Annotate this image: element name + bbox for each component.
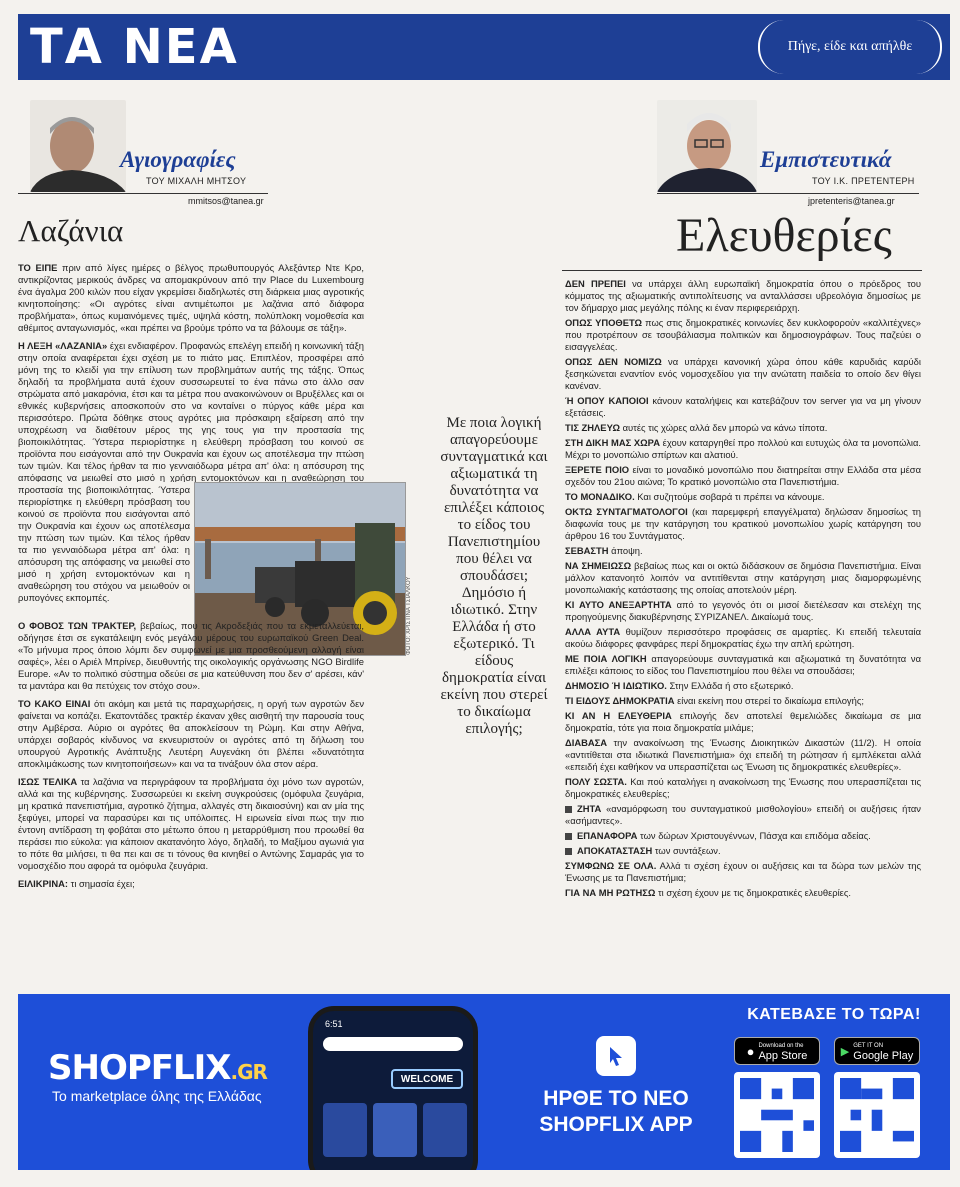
phone-search-bar [323,1037,463,1051]
paragraph-text: βεβαίως, που τις Ακροδεξιάς που τα εκμεταλλεύεται, οδήγησε έτσι σε εγκατάλειψη ενός μεγάλου μέρους του ευρωπαϊκού Green Deal. «Το μήνυμα προς όποιο λόμπι δεν συμφωνεί με μια προσθεούμενη αλλαγή είναι σαφές», λέει ο Αριέλ Μπρίνερ, διευθυντής της οικολογικής οργάνωσης NGO Birdlife Europe. «Αν το πολιτικό σύστημα οδεύει σε μια κατεύθυνση που δεν σ' αρέσει, κάν' τα μαντάρα και θα πετύχεις τον στόχο σου». [18,620,364,691]
paragraph-lead: ΟΠΩΣ ΥΠΟΘΕΤΩ [565,317,643,328]
paragraph-lead: ΤΟ ΕΙΠΕ [18,262,58,273]
paragraph [565,653,921,677]
right-header-rule [657,193,919,194]
paragraph [565,710,921,734]
paragraph-lead: ΝΑ ΣΗΜΕΙΩΣΩ [565,560,632,571]
paragraph [565,695,921,707]
paragraph-text: την ανακοίνωση της Ένωσης Διοικητικών Δικαστών (11/2). Η οποία «αντιτίθεται στα ιδιωτικά Πανεπιστήμια» όχι επειδή τη ρώτησαν ή εμπλέκεται αλλά «επειδή έχει καθήκον να υπερασπίζεται ως Ένωση τις δημοκρατικές ελευθερίες». [565,737,921,772]
paragraph [565,599,921,623]
right-byline: ΤΟΥ Ι.Κ. ΠΡΕΤΕΝΤΕΡΗ [812,176,915,186]
paragraph-text: έχει ενδιαφέρον. Προφανώς επελέγη επειδή η κοινωνική τάξη στην οποία αναφέρεται έχει σχέση με το πιάτο μας. Επιπλέον, προσφέρει από μόνη της το κλειδί για την επίλυση των προβλημάτων αυτής της τάξης. Όπως δηλαδή τα προβλήματα αυτά έχουν συσσωρευτεί το ένα πάνω στο άλλο σαν στρώματα από μακαρόνια, έτσι και τα μέτρα που ανακοινώνουν οι Βρυξέλλες και οι εθνικές κυβερνήσεις αποσκοπούν στο να κονταίνει ο πύργος κάθε μέρα και περισσότερο. Πρώτα δόθηκε στους αγρότες μια πρόσκαιρη εξαίρεση από την υποχρέωση να διαθέτουν μέρος της γης τους για την προστασία της βιοποικιλότητας. Ύστερα περιορίστηκε η ελεύθερη πρόσβαση του κοινού σε προϊόντα που εισάγονται από την Ουκρανία και έχουν ως αποτέλεσμα την πτώση των τιμών. Και τέλος ήρθαν τα πιο γενναιόδωρα μέτρα απ' όλα: η απόσυρση της απόφασης να μειωθεί στο μισό η χρήση εντομοκτόνων και η αναθεώρηση του [18,340,364,482]
paragraph [565,680,921,692]
paragraph [565,506,921,542]
paragraph [565,776,921,800]
photo-credit: ΦΩΤΟ: ΧΡΙΣΤΙΝΑ ΤΣΙΑΛΚΟΥ [406,576,412,655]
qr-code-google-play[interactable] [834,1072,920,1158]
left-article-body-wrap [18,484,190,614]
paragraph-lead: ΤΟ ΚΑΚΟ ΕΙΝΑΙ [18,698,91,709]
phone-card [373,1103,417,1157]
paragraph [565,803,921,827]
download-cta: ΚΑΤΕΒΑΣΕ ΤΟ ΤΩΡΑ! [747,1006,921,1023]
paragraph-text: «αναμόρφωση του συνταγματικού μισθολογίου» επειδή οι αυξήσεις ήταν «ασήμαντες». [565,803,921,826]
right-column-name: Εμπιστευτικά [760,147,892,172]
cursor-icon [604,1044,628,1068]
paragraph-lead: Ο ΦΟΒΟΣ ΤΩΝ ΤΡΑΚΤΕΡ, [18,620,137,631]
paragraph-text: τι σημασία έχει; [68,878,135,889]
google-play-label: Google Play [853,1050,914,1062]
paragraph-text: απαγορεύουμε συνταγματικά και αξιωματικά τη δυνατότητα να επιλέξει κάποιος το είδος του Πανεπιστημίου που θέλει να σπουδάσει; [565,653,921,676]
right-title-rule [562,270,922,271]
ad-headline [516,1086,716,1138]
paragraph-text: αυτές τις χώρες αλλά δεν μπορώ να κάνω τίποτα. [619,422,828,433]
right-article-body [565,278,921,968]
ad-headline-line1: ΗΡΘΕ ΤΟ ΝΕΟ [543,1087,689,1110]
right-email: jpretenteris@tanea.gr [808,196,895,206]
portrait-icon [657,100,757,192]
phone-card [423,1103,467,1157]
ad-headline-line2: SHOPFLIX APP [539,1113,693,1136]
left-article-body-bottom [18,620,364,965]
paragraph-text: πως στις δημοκρατικές κοινωνίες δεν κυκλοφορούν «καλλιτέχνες» που προτρέπουν σε τσουβάλιασμα πολιτικών και δημοσιογράφων. Τους παζεύει ο εισαγγελέας. [565,317,921,352]
paragraph [565,395,921,419]
phone-welcome-banner: WELCOME [391,1069,463,1089]
paragraph-text: τι σχέση έχουν με τις δημοκρατικές ελευθερίες. [655,887,851,898]
paragraph-text: επιλογής δεν αποτελεί θεμελιώδες δικαίωμα σε μια δημοκρατία, τότε για ποια δημοκρατία μιλάμε; [565,710,921,733]
bullet-icon [565,806,572,813]
shopflix-advertisement[interactable] [18,994,950,1170]
paragraph [565,278,921,314]
paragraph-text: από το γεγονός ότι οι μισοί διετέλεσαν και στελέχη της προηγούμενης διακυβέρνησης ΣΥΡΙΖΑΝΕΛ. Δικαίωμά τους. [565,599,921,622]
paragraph-text: προστασία της βιοποικιλότητας. Ύστερα περιορίστηκε η ελεύθερη πρόσβαση του κοινού σε προϊόντα που εισάγονται από την Ουκρανία και έχουν ως αποτέλεσμα την πτώση των τιμών. Και τέλος ήρθαν τα πιο γενναιόδωρα μέτρα απ' όλα: η απόσυρση της απόφασης να μειωθεί στο μισό η χρήση εντομοκτόνων και η αναθεώρηση του στόχου να μειωθούν οι ρυπογόνες εκπομπές. [18,484,190,603]
paragraph-lead: Η ΛΕΞΗ «ΛΑΖΑΝΙΑ» [18,340,108,351]
bullet-icon [565,848,572,855]
paragraph-lead: ΔΕΝ ΠΡΕΠΕΙ [565,278,626,289]
phone-mockup [308,1006,478,1170]
paragraph [18,620,364,692]
right-article-title: Ελευθερίες [676,209,892,262]
left-email: mmitsos@tanea.gr [188,196,264,206]
paragraph [565,860,921,884]
paragraph-lead: ΟΠΩΣ ΔΕΝ ΝΟΜΙΖΩ [565,356,662,367]
paragraph-text: Αλλά τι σχέση έχουν οι αυξήσεις και τα δώρα των μελών της Ένωσης με τα Πανεπιστήμια; [565,860,921,883]
google-play-small: GET IT ON [853,1043,884,1049]
paragraph-lead: ΞΕΡΕΤΕ ΠΟΙΟ [565,464,630,475]
paragraph [565,464,921,488]
paragraph-text: (και παρεμφερή επαγγέλματα) δηλώσαν δημοσίως τη διαφωνία τους με την κατάργηση του κρατικού μονοπωλίου χωρίς κατάργηση του άρθρου 16 του Συντάγματος. [565,506,921,541]
left-author-photo [30,100,126,192]
paragraph-lead: ΕΠΑΝΑΦΟΡΑ [577,830,638,841]
app-icon [596,1036,636,1076]
paragraph-lead: ΚΙ ΑΝ Η ΕΛΕΥΘΕΡΙΑ [565,710,672,721]
paragraph [565,560,921,596]
paragraph-text: να υπάρχει άλλη ευρωπαϊκή δημοκρατία όπου ο πρόεδρος του κόμματος της αξιωματικής αντιπολίτευσης να ανταλλάσσει υβρεολόγια δημοσίως με τον δήμαρχο μιας μεγάλης πόλης κι έναν περιφερειάρχη. [565,278,921,313]
paragraph-lead: ΤΙ ΕΙΔΟΥΣ ΔΗΜΟΚΡΑΤΙΑ [565,695,675,706]
paragraph [18,262,364,334]
qr-code-app-store[interactable] [734,1072,820,1158]
newspaper-logo: ΤΑ ΝΕΑ [30,19,239,75]
paragraph-lead: ΔΙΑΒΑΣΑ [565,737,608,748]
phone-time: 6:51 [325,1019,343,1029]
paragraph [565,887,921,899]
shopflix-tagline: Το marketplace όλης της Ελλάδας [52,1088,262,1104]
right-author-photo [657,100,757,192]
app-store-small: Download on the [758,1043,804,1049]
masthead [18,14,950,80]
paragraph [18,340,364,482]
paragraph-text: άποψη. [608,545,643,556]
qr-icon [840,1078,914,1152]
shopflix-brand: SHOPFLIX [48,1048,231,1088]
paragraph-text: Στην Ελλάδα ή στο εξωτερικό. [666,680,794,691]
paragraph [565,491,921,503]
paragraph-lead: ΣΥΜΦΩΝΩ ΣΕ ΟΛΑ. [565,860,657,871]
phone-card [323,1103,367,1157]
paragraph-lead: Ή ΟΠΟΥ ΚΑΠΟΙΟΙ [565,395,649,406]
paragraph-text: των συντάξεων. [652,845,721,856]
pull-quote: Με ποια λογική απαγορεύουμε συνταγματικά και αξιωματικά τη δυνατότητα να επιλέξει κάποιος το είδος του Πανεπιστημίου που θέλει να σπουδάσει; Δημόσιο ή ιδιωτικό. Στην Ελλάδα ή στο εξωτερικό. Τι είδους δημοκρατία είναι εκείνη που στερεί το δικαίωμα επιλογής; [440,415,548,737]
paragraph-text: ότι ακόμη και μετά τις παραχωρήσεις, η οργή των αγροτών δεν φαίνεται να κοπάζει. Εκατοντάδες τρακτέρ έκαναν χθες αισθητή την παρουσία τους στην Αμβέρσα. Αύριο οι αγρότες θα αποκλείσουν τη Ρώμη. Και στην Αθήνα, υπάρχει σοβαρός κίνδυνος να εκνευριστούν οι αγρότες από τη δήλωση του υπουργού Αγροτικής Ανάπτυξης Λευτέρη Αυγενάκη ότι βλέπει «δυνατότητα αποκλιμάκωσης των κινητοποιήσεων» και να τα τινάξουν όλα στον αέρα. [18,698,364,769]
shopflix-logo [48,1048,267,1088]
paragraph-text: είναι εκείνη που στερεί το δικαίωμα επιλογής; [674,695,864,706]
paragraph-text: θυμίζουν περισσότερο προφάσεις σε αμαρτίες. Κι επειδή τελευταία ακούω διάφορες φανφάρες περί δημοκρατίας έχω την απλή ερώτηση. [565,626,921,649]
paragraph [18,878,364,890]
paragraph-lead: ΣΕΒΑΣΤΗ [565,545,609,556]
paragraph-lead: ΣΤΗ ΔΙΚΗ ΜΑΣ ΧΩΡΑ [565,437,660,448]
paragraph-text: τα λαζάνια να περιγράφουν τα προβλήματα όχι μόνο των αγροτών, αλλά και της κυβέρνησης. Συσσωρεύει κι εκείνη συγκρούσεις (ομόφυλα ζευγάρια, μη κρατικά πανεπιστήμια, αγροτικό ζήτημα, αλλαγές στη δικαιοσύνη) και αν μία της ξεφύγει, μπορεί να παρασύρει και τις υπόλοιπες. Η ειρωνεία είναι πως την πιο έντονη αντίδραση τη φοβάται στο μέτωπο όπου η μεταρρύθμιση που προωθεί θα περάσει πιο εύκολα: για κάποιον ακατανόητο λόγο, δηλαδή, το Μαξίμου αγωνιά για το πότε θα μιλήσει, τι θα πει και σε τι τόνους θα κινηθεί ο Αντώνης Σαμαράς για το νομοσχέδιο που αφορά τα ομόφυλα ζευγάρια. [18,776,364,871]
paragraph-lead: ΖΗΤΑ [577,803,602,814]
paragraph [18,698,364,770]
left-article-body-top [18,262,364,482]
paragraph-text: είναι το μοναδικό μονοπώλιο που διατηρείται στην Ελλάδα στα μέσα σχεδόν του 21ου αιώνα; Το κρατικό μονοπώλιο στα Πανεπιστήμια. [565,464,921,487]
paragraph-lead: ΕΙΛΙΚΡΙΝΑ: [18,878,69,889]
left-header-rule [18,193,268,194]
bullet-icon [565,833,572,840]
paragraph-text: να υπάρχει κανονική χώρα όπου κάθε καρυδιάς καρύδι ξεσηκώνεται εναντίον ενός νομοσχεδίου για την ανώτατη παιδεία το οποίο δεν θίγει κανέναν. [565,356,921,391]
paragraph [565,317,921,353]
portrait-icon [30,100,126,192]
paragraph-lead: ΤΙΣ ΖΗΛΕΥΩ [565,422,620,433]
paragraph [565,545,921,557]
paragraph [565,626,921,650]
paragraph [18,776,364,872]
paragraph [565,845,921,857]
left-article-title: Λαζάνια [18,213,124,248]
paragraph-lead: ΑΛΛΑ ΑΥΤΑ [565,626,621,637]
paragraph-text: κάνουν καταλήψεις και κατεβάζουν τον server για να μη γίνουν εξετάσεις. [565,395,921,418]
paragraph [565,422,921,434]
app-store-label: App Store [758,1050,808,1062]
play-icon: ▶ [840,1045,850,1058]
paragraph-lead: ΑΠΟΚΑΤΑΣΤΑΣΗ [577,845,653,856]
masthead-slogan: Πήγε, είδε και απήλθε [758,20,942,74]
paragraph-lead: ΔΗΜΟΣΙΟ Ή ΙΔΙΩΤΙΚΟ. [565,680,667,691]
paragraph-lead: ΟΚΤΩ ΣΥΝΤΑΓΜΑΤΟΛΟΓΟΙ [565,506,688,517]
paragraph-text: βεβαίως πως και οι οκτώ διδάσκουν σε δημόσια Πανεπιστήμια. Είναι μάλλον κατανοητό λοιπόν να αντιτίθενται στην κατάργηση μιας διαμορφωμένης μονοπωλιακής κατάστασης της οποίας αποτελούν μέρη. [565,560,921,595]
paragraph-text: πριν από λίγες ημέρες ο βέλγος πρωθυπουργός Αλεξάντερ Ντε Κρο, αντικρίζοντας μερικούς άνδρες να απομακρύνουν από την Place du Luxembourg ένα άγαλμα 200 κιλών που είχαν γκρεμίσει διαδηλωτές στη διάρκεια μιας αγροτικής κινητοποίησης: «Οι αγρότες είναι αντιμέτωποι με λαζάνια από διάφορα προβλήματα», όπως κυμαινόμενες τιμές, υψηλά κόστη, πολύπλοκη νομοθεσία και αθέμιτος ανταγωνισμός, «και πρέπει να βρούμε τρόπο να τα βάλουμε σε τάξη». [18,262,364,333]
paragraph-lead: ΚΙ ΑΥΤΟ ΑΝΕΞΑΡΤΗΤΑ [565,599,672,610]
paragraph-lead: ΜΕ ΠΟΙΑ ΛΟΓΙΚΗ [565,653,647,664]
paragraph-text: των δώρων Χριστουγέννων, Πάσχα και επιδόμα αδείας. [637,830,871,841]
paragraph-text: έχουν καταργηθεί προ πολλού και ευτυχώς όλα τα μονοπώλια. Μέχρι το μονοπώλιο σπίρτων και αλατιού. [565,437,921,460]
paragraph-lead: ΓΙΑ ΝΑ ΜΗ ΡΩΤΗΣΩ [565,887,656,898]
left-column-name: Αγιογραφίες [120,147,236,172]
qr-icon [740,1078,814,1152]
paragraph [565,437,921,461]
apple-icon: ● [746,1043,755,1059]
paragraph-lead: ΙΣΩΣ ΤΕΛΙΚΑ [18,776,78,787]
paragraph-text: Και συζητούμε σοβαρά τι πρέπει να κάνουμε. [634,491,825,502]
paragraph-text: Και πού καταλήγει η ανακοίνωση της Ένωσης που υπερασπίζεται τις δημοκρατικές ελευθερίες; [565,776,921,799]
paragraph [565,356,921,392]
google-play-button[interactable] [834,1037,920,1065]
left-byline: ΤΟΥ ΜΙΧΑΛΗ ΜΗΤΣΟΥ [146,176,247,186]
paragraph-lead: ΠΟΛΥ ΣΩΣΤΑ. [565,776,627,787]
paragraph [565,830,921,842]
shopflix-brand-suffix: .GR [230,1060,267,1084]
paragraph [18,484,190,604]
app-store-button[interactable] [734,1037,820,1065]
paragraph [565,737,921,773]
paragraph-lead: ΤΟ ΜΟΝΑΔΙΚΟ. [565,491,635,502]
